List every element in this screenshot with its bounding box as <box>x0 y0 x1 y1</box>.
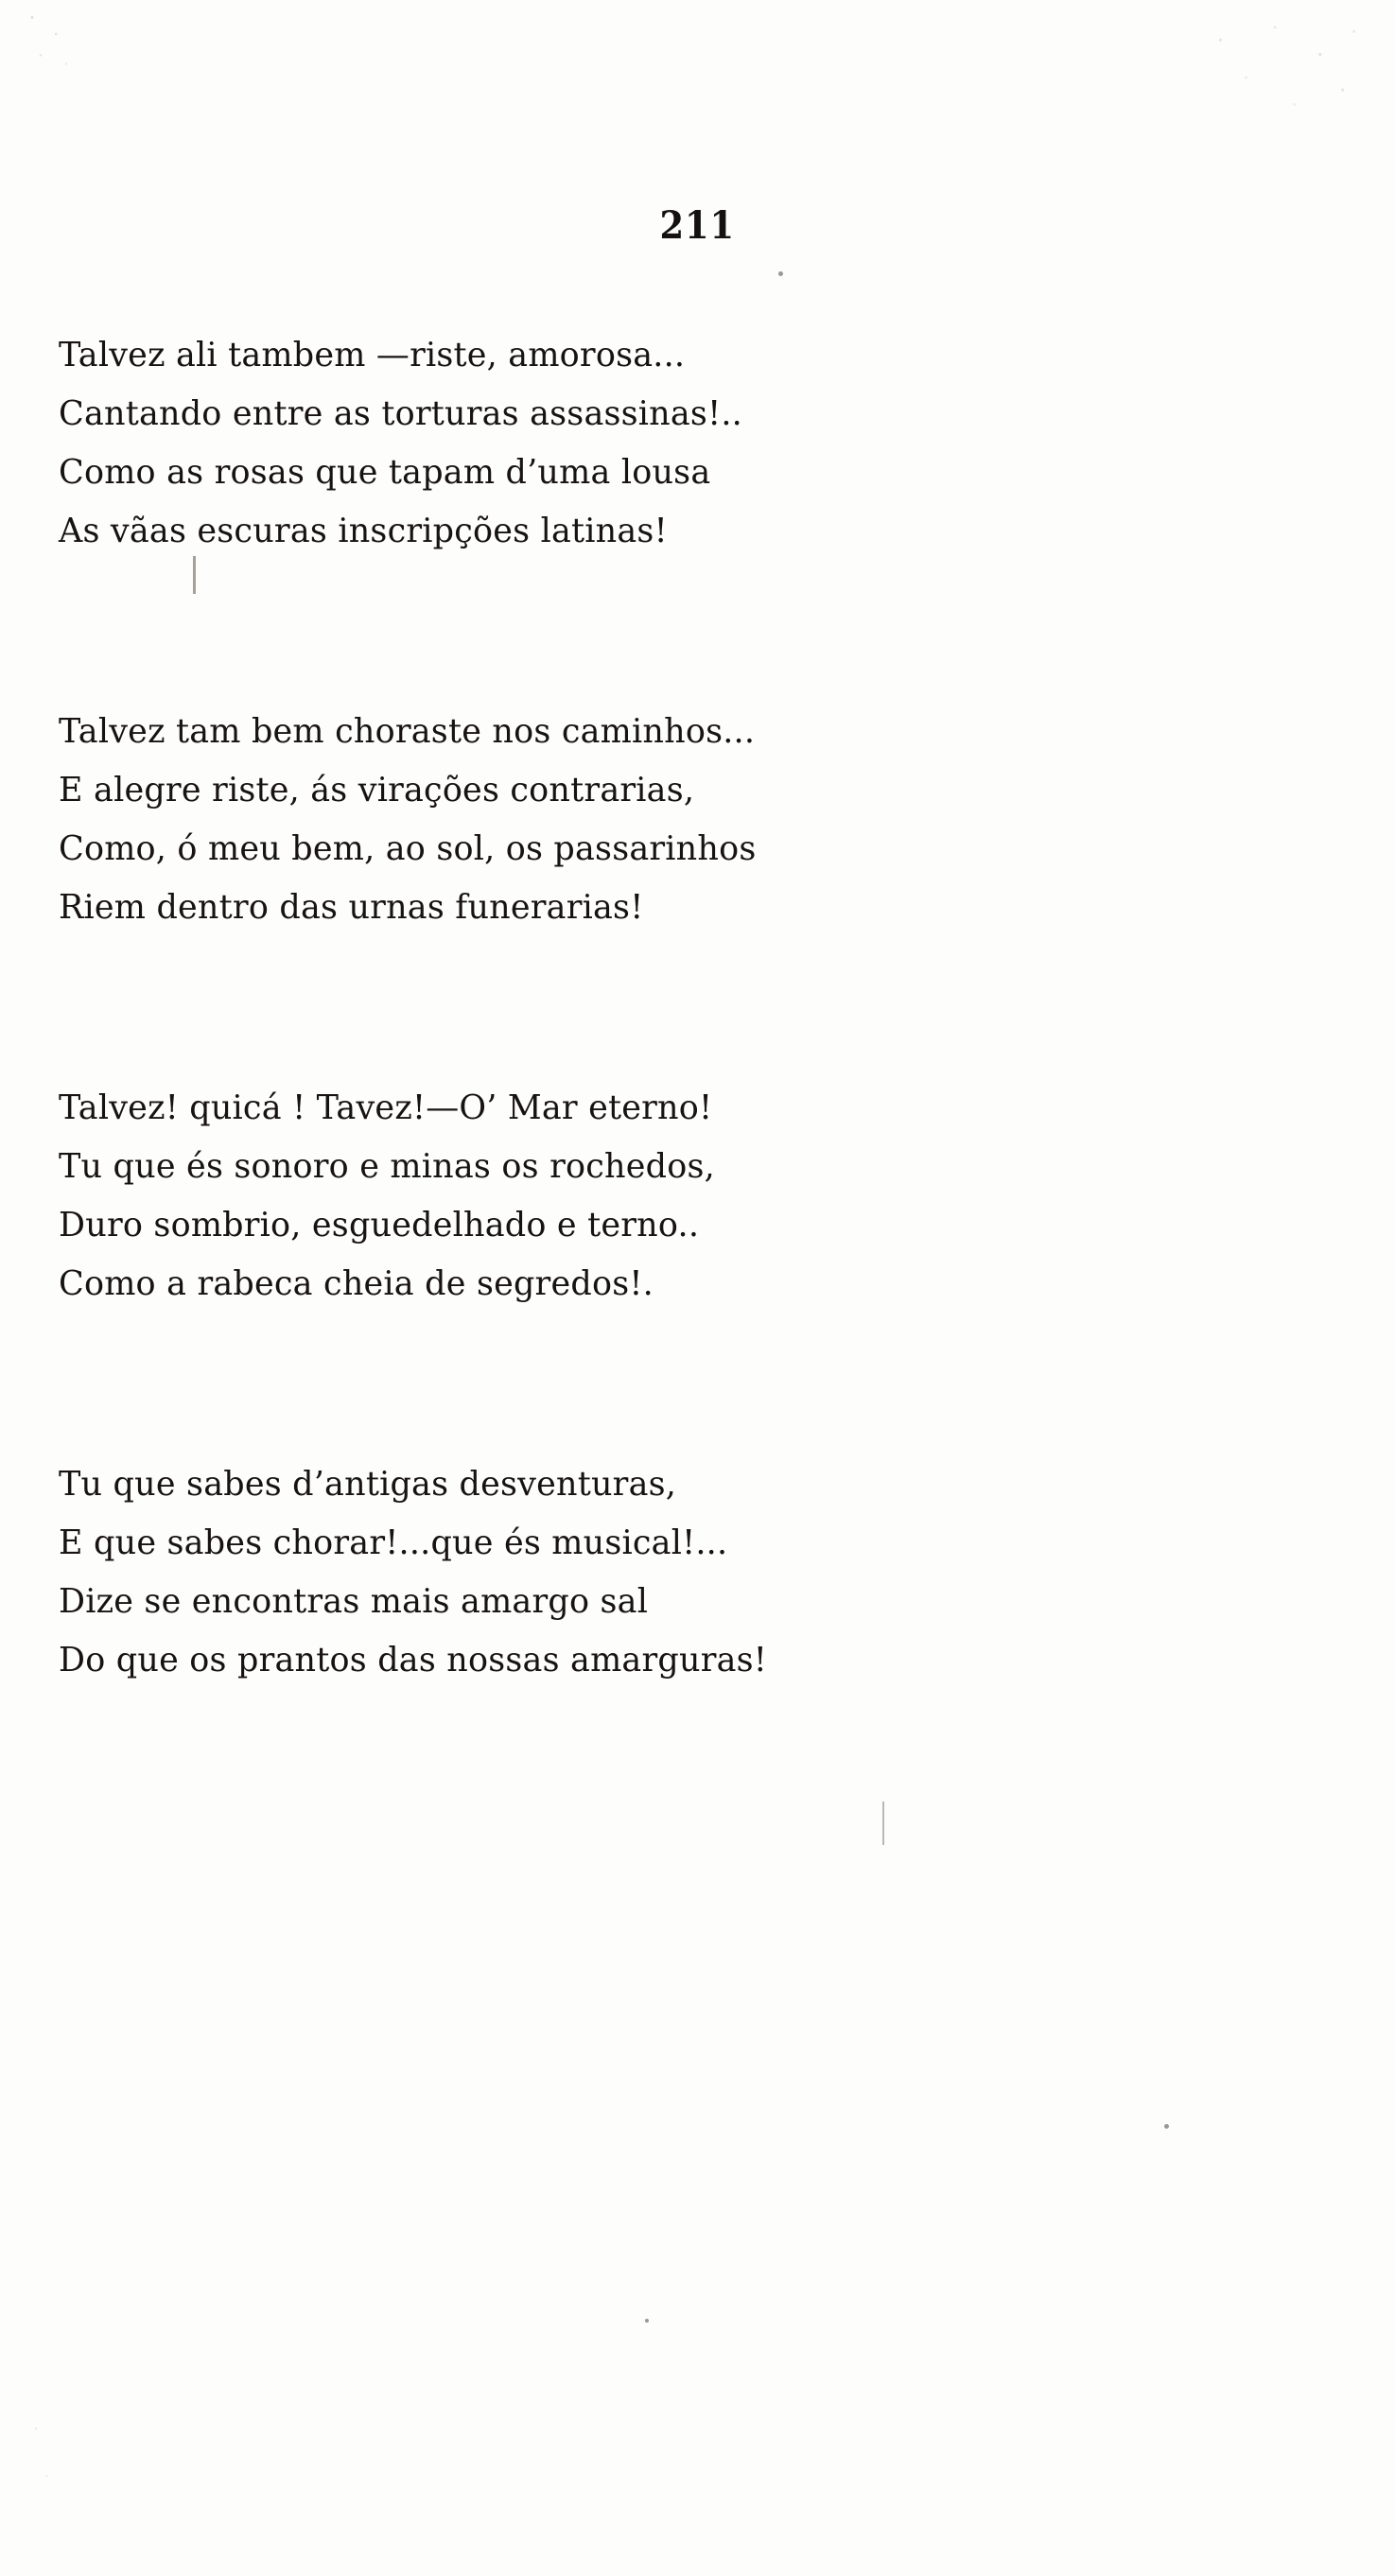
poem-line: As vãas escuras inscripções latinas! <box>59 512 668 550</box>
poem-line: Talvez tam bem choraste nos caminhos... <box>59 712 756 751</box>
poem-line: Dize se encontras mais amargo sal <box>59 1582 649 1621</box>
poem-line: Talvez! quicá ! Tavez!—O’ Mar eterno! <box>59 1088 713 1127</box>
scan-speckle-top-left <box>21 8 78 74</box>
scan-speckle-bottom-left <box>19 2406 61 2519</box>
ink-speck <box>778 271 783 276</box>
poem-line: Tu que és sonoro e minas os rochedos, <box>59 1147 715 1186</box>
poem-line: Como a rabeca cheia de segredos!. <box>59 1264 654 1303</box>
poem-line: Do que os prantos das nossas amarguras! <box>59 1641 768 1680</box>
poem-line: Tu que sabes d’antigas desventuras, <box>59 1465 677 1504</box>
poem-line: E que sabes chorar!...que és musical!... <box>59 1523 728 1562</box>
poem-line: Como, ó meu bem, ao sol, os passarinhos <box>59 829 757 868</box>
poem-body <box>59 326 1118 1690</box>
poem-line: Como as rosas que tapam d’uma lousa <box>59 453 711 492</box>
ink-speck <box>1164 2124 1169 2129</box>
stanza <box>59 1079 1118 1314</box>
poem-line: Cantando entre as torturas assassinas!.. <box>59 394 742 433</box>
ink-streak <box>882 1801 884 1845</box>
page-number <box>0 203 1395 248</box>
stanza <box>59 326 1118 561</box>
poem-line: Talvez ali tambem —riste, amorosa... <box>59 336 686 374</box>
ink-speck <box>645 2319 649 2323</box>
stanza <box>59 703 1118 937</box>
stanza <box>59 1455 1118 1690</box>
poem-line: Riem dentro das urnas funerarias! <box>59 888 644 927</box>
poem-line: E alegre riste, ás virações contrarias, <box>59 771 695 809</box>
poem-line: Duro sombrio, esguedelhado e terno.. <box>59 1206 700 1244</box>
scan-speckle-top-right <box>1201 17 1362 121</box>
page-number-value: 211 <box>659 203 736 248</box>
